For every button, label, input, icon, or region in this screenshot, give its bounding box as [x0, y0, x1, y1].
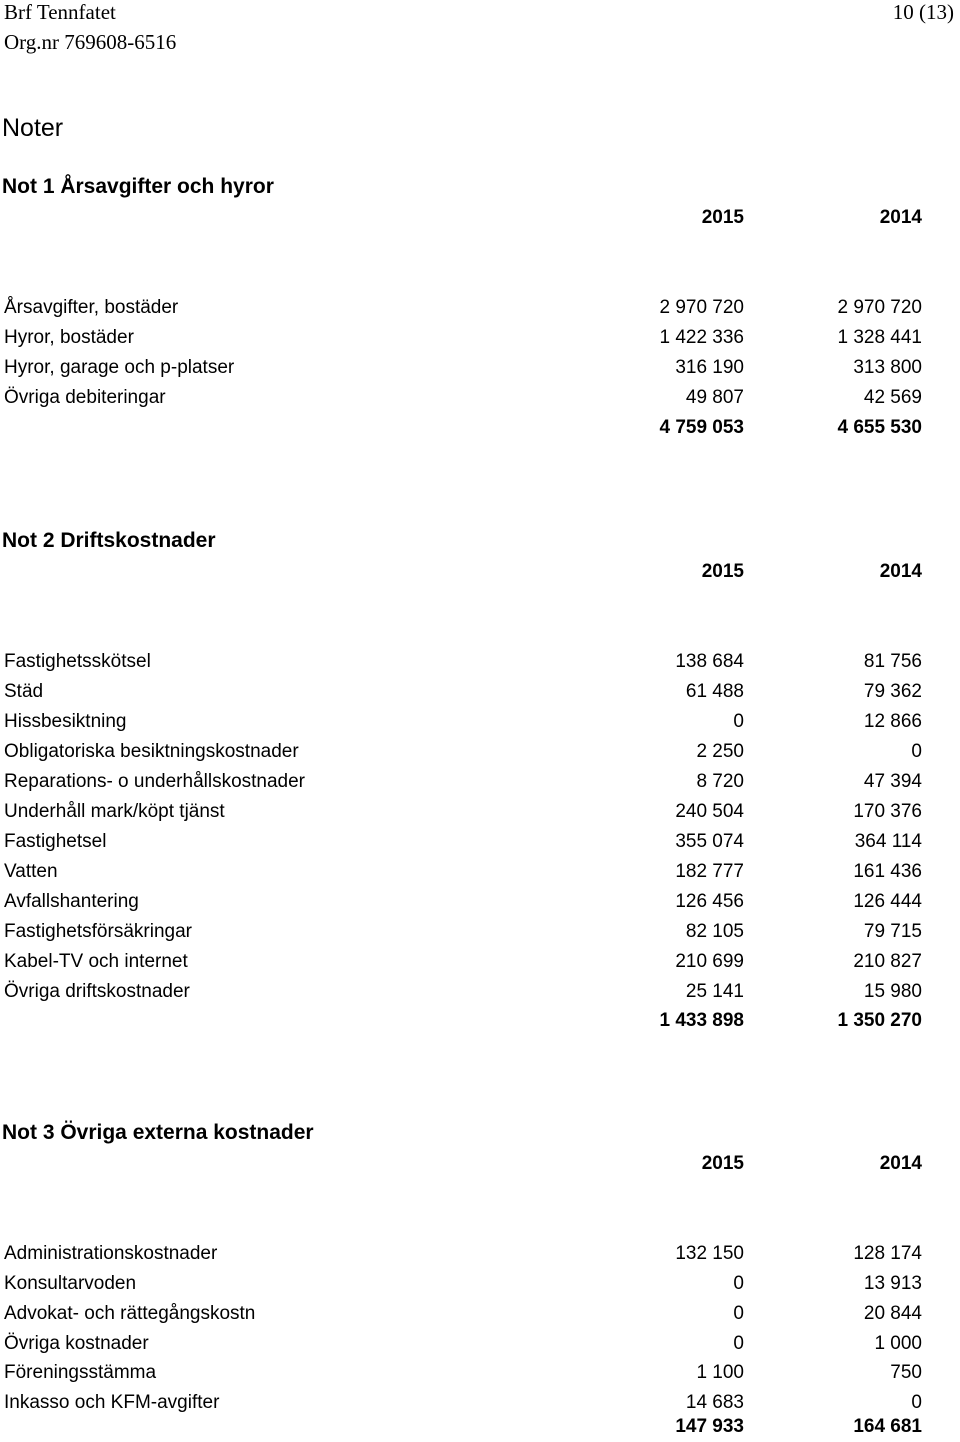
- row-value-2015: 0: [733, 711, 744, 732]
- note-2-year-header: [0, 557, 960, 587]
- row-label: Inkasso och KFM-avgifter: [4, 1392, 220, 1413]
- row-value-2014: 170 376: [853, 801, 922, 822]
- table-row: [0, 677, 960, 707]
- table-row: [0, 293, 960, 323]
- row-value-2015: 0: [733, 1333, 744, 1354]
- row-label: Advokat- och rättegångskostn: [4, 1303, 256, 1324]
- note-3-year-2014: 2014: [879, 1153, 922, 1174]
- row-value-2015: 49 807: [685, 387, 744, 408]
- table-row: [0, 887, 960, 917]
- org-name: Brf Tennfatet: [4, 0, 116, 24]
- row-label: Hyror, garage och p-platser: [4, 357, 235, 378]
- row-label: Föreningsstämma: [4, 1362, 157, 1383]
- row-label: Övriga driftskostnader: [4, 981, 190, 1002]
- row-value-2015: 0: [733, 1303, 744, 1324]
- row-value-2014: 750: [890, 1362, 922, 1383]
- row-label: Underhåll mark/köpt tjänst: [4, 801, 225, 822]
- table-row: [0, 353, 960, 383]
- row-value-2014: 0: [911, 1392, 922, 1413]
- note-1-total-row: [0, 413, 960, 443]
- note-3-total-row: [0, 1412, 960, 1442]
- total-2015: 1 433 898: [659, 1010, 744, 1031]
- row-value-2014: 364 114: [854, 831, 922, 852]
- table-row: [0, 917, 960, 947]
- table-row: [0, 1239, 960, 1269]
- row-label: Administrationskostnader: [4, 1243, 218, 1264]
- table-row: [0, 383, 960, 413]
- total-2014: 4 655 530: [837, 417, 922, 438]
- row-label: Avfallshantering: [4, 891, 139, 912]
- row-value-2015: 126 456: [675, 891, 744, 912]
- row-value-2015: 82 105: [685, 921, 744, 942]
- row-value-2014: 128 174: [853, 1243, 922, 1264]
- table-row: [0, 1299, 960, 1329]
- note-2-title: Not 2 Driftskostnader: [2, 529, 216, 552]
- row-value-2014: 79 715: [863, 921, 922, 942]
- row-value-2015: 61 488: [685, 681, 744, 702]
- note-3-year-2015: 2015: [701, 1153, 744, 1174]
- table-row: [0, 707, 960, 737]
- table-row: [0, 737, 960, 767]
- row-label: Reparations- o underhållskostnader: [4, 771, 306, 792]
- row-value-2014: 313 800: [853, 357, 922, 378]
- row-label: Konsultarvoden: [4, 1273, 137, 1294]
- row-label: Obligatoriska besiktningskostnader: [4, 741, 299, 762]
- row-value-2015: 25 141: [685, 981, 744, 1002]
- note-3-year-header: [0, 1149, 960, 1179]
- total-2015: 147 933: [675, 1416, 744, 1437]
- table-row: [0, 647, 960, 677]
- row-value-2014: 15 980: [863, 981, 922, 1002]
- note-1-year-header: [0, 203, 960, 233]
- table-row: [0, 797, 960, 827]
- row-value-2014: 161 436: [853, 861, 922, 882]
- org-number: Org.nr 769608-6516: [4, 30, 177, 54]
- row-label: Årsavgifter, bostäder: [4, 297, 179, 318]
- row-value-2014: 79 362: [863, 681, 922, 702]
- table-row: [0, 827, 960, 857]
- row-value-2015: 2 250: [696, 741, 744, 762]
- row-value-2014: 12 866: [863, 711, 922, 732]
- row-value-2015: 240 504: [675, 801, 744, 822]
- row-value-2015: 14 683: [685, 1392, 744, 1413]
- row-value-2014: 2 970 720: [837, 297, 922, 318]
- row-value-2014: 47 394: [863, 771, 922, 792]
- table-row: [0, 857, 960, 887]
- page-number: 10 (13): [892, 0, 954, 24]
- row-label: Fastighetsel: [4, 831, 107, 852]
- row-label: Hissbesiktning: [4, 711, 127, 732]
- row-label: Kabel-TV och internet: [4, 951, 188, 972]
- row-label: Fastighetsförsäkringar: [4, 921, 192, 942]
- row-label: Övriga kostnader: [4, 1333, 149, 1354]
- note-2-year-2015: 2015: [701, 561, 744, 582]
- row-label: Vatten: [4, 861, 58, 882]
- table-row: [0, 977, 960, 1007]
- row-label: Fastighetsskötsel: [4, 651, 151, 672]
- row-value-2014: 20 844: [863, 1303, 922, 1324]
- row-value-2014: 13 913: [863, 1273, 922, 1294]
- section-title: Noter: [2, 114, 64, 142]
- note-2-year-2014: 2014: [879, 561, 922, 582]
- table-row: [0, 1358, 960, 1388]
- row-value-2015: 8 720: [696, 771, 744, 792]
- row-value-2015: 132 150: [675, 1243, 744, 1264]
- row-label: Städ: [4, 681, 44, 702]
- row-value-2014: 126 444: [853, 891, 922, 912]
- row-value-2014: 81 756: [863, 651, 922, 672]
- total-2015: 4 759 053: [659, 417, 744, 438]
- table-row: [0, 947, 960, 977]
- row-value-2015: 0: [733, 1273, 744, 1294]
- table-row: [0, 1269, 960, 1299]
- row-value-2015: 1 100: [696, 1362, 744, 1383]
- total-2014: 164 681: [853, 1416, 922, 1437]
- row-label: Övriga debiteringar: [4, 387, 166, 408]
- table-row: [0, 1329, 960, 1359]
- total-2014: 1 350 270: [837, 1010, 922, 1031]
- row-label: Hyror, bostäder: [4, 327, 134, 348]
- row-value-2014: 42 569: [863, 387, 922, 408]
- note-1-title: Not 1 Årsavgifter och hyror: [2, 175, 274, 198]
- note-1-year-2014: 2014: [879, 207, 922, 228]
- row-value-2014: 210 827: [853, 951, 922, 972]
- row-value-2014: 1 000: [874, 1333, 922, 1354]
- table-row: [0, 767, 960, 797]
- row-value-2015: 1 422 336: [659, 327, 744, 348]
- row-value-2015: 138 684: [675, 651, 744, 672]
- row-value-2015: 355 074: [675, 831, 744, 852]
- table-row: [0, 323, 960, 353]
- note-2-total-row: [0, 1006, 960, 1036]
- row-value-2015: 210 699: [675, 951, 744, 972]
- row-value-2014: 0: [911, 741, 922, 762]
- row-value-2014: 1 328 441: [837, 327, 922, 348]
- note-1-year-2015: 2015: [701, 207, 744, 228]
- note-3-title: Not 3 Övriga externa kostnader: [2, 1121, 314, 1144]
- row-value-2015: 316 190: [675, 357, 744, 378]
- row-value-2015: 2 970 720: [659, 297, 744, 318]
- row-value-2015: 182 777: [675, 861, 744, 882]
